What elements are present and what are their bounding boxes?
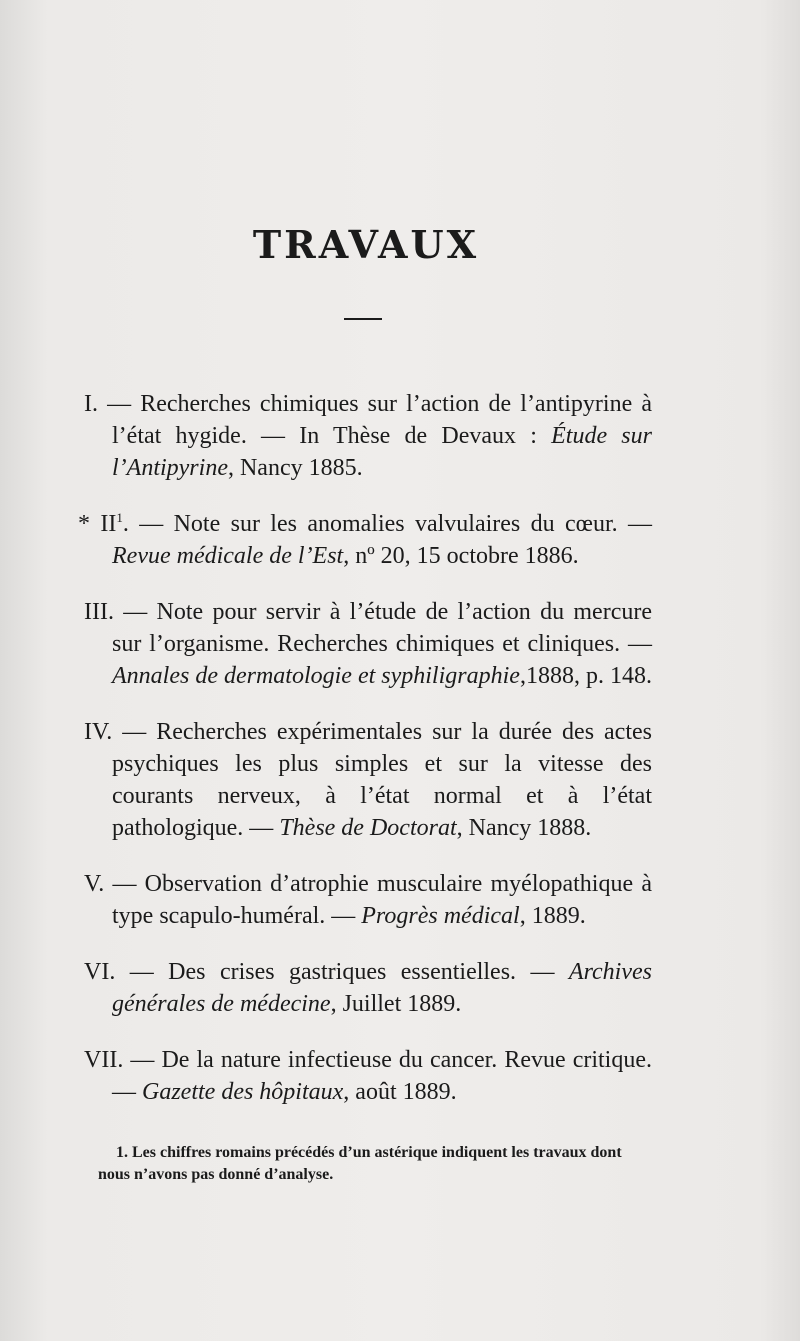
entry-text: — Recherches chimiques sur l’action de l’antipyrine à l’état hygide. — In Thèse de Devaux : (98, 391, 652, 449)
entry-details: , 1889. (519, 903, 586, 929)
entry-text: — De la nature infectieuse du cancer. Revue critique. — (112, 1047, 652, 1105)
entry-source: Archives générales de médecine (112, 959, 652, 1017)
entry-number: VI. (84, 959, 116, 985)
entry-source: Progrès médical (361, 903, 520, 929)
entry-text: — Observation d’atrophie musculaire myélopathique à type scapulo-huméral. — (104, 871, 652, 929)
work-entry-6 (84, 956, 652, 1020)
footnote: 1. Les chiffres romains précédés d’un astérique indiquent les travaux dont nous n’avons pas donné d’analyse. (98, 1144, 622, 1183)
work-entry-7 (84, 1044, 652, 1108)
entry-source: Revue médicale de l’Est (112, 543, 344, 569)
entry-details: , nº 20, 15 octobre 1886. (343, 543, 579, 569)
entry-details: , Nancy 1885. (227, 455, 363, 481)
entry-text: — Recherches expérimentales sur la durée des actes psychiques les plus simples et sur la vitesse des courants nerveux, à l’état normal et à l’état pathologique. — (112, 719, 652, 841)
work-entry-1 (84, 388, 652, 484)
entry-text: — Des crises gastriques essentielles. — (115, 959, 569, 985)
entry-details: ,1888, p. 148. (519, 663, 652, 689)
entry-number: IV. (84, 719, 113, 745)
entry-number: I. (84, 391, 98, 417)
work-entry-4 (84, 716, 652, 844)
entry-details: , Nancy 1888. (456, 815, 592, 841)
work-entry-2 (78, 508, 653, 572)
entry-source: Thèse de Doctorat (279, 815, 457, 841)
entry-source: Gazette des hôpitaux (142, 1079, 344, 1105)
entry-details: , août 1889. (343, 1079, 457, 1105)
works-list (78, 388, 653, 1116)
entry-number: II (100, 511, 117, 537)
entry-text: . — Note sur les anomalies valvulaires du cœur. — (122, 511, 653, 537)
asterisk-mark: * (78, 511, 90, 537)
entry-details: , Juillet 1889. (330, 991, 462, 1017)
entry-number: III. (84, 599, 114, 625)
footnote-ref: 1 (116, 510, 123, 525)
work-entry-3 (84, 596, 652, 692)
work-entry-5 (84, 868, 652, 932)
entry-source: Annales de dermatologie et syphiligraphie (112, 663, 520, 689)
entry-number: VII. (84, 1047, 124, 1073)
entry-text: — Note pour servir à l’étude de l’action du mercure sur l’organisme. Recherches chimiques et cliniques. — (112, 599, 652, 657)
entry-number: V. (84, 871, 105, 897)
entry-source: Étude sur l’Antipyrine (112, 423, 652, 481)
title-rule (344, 318, 382, 320)
page-title: TRAVAUX (252, 222, 480, 267)
